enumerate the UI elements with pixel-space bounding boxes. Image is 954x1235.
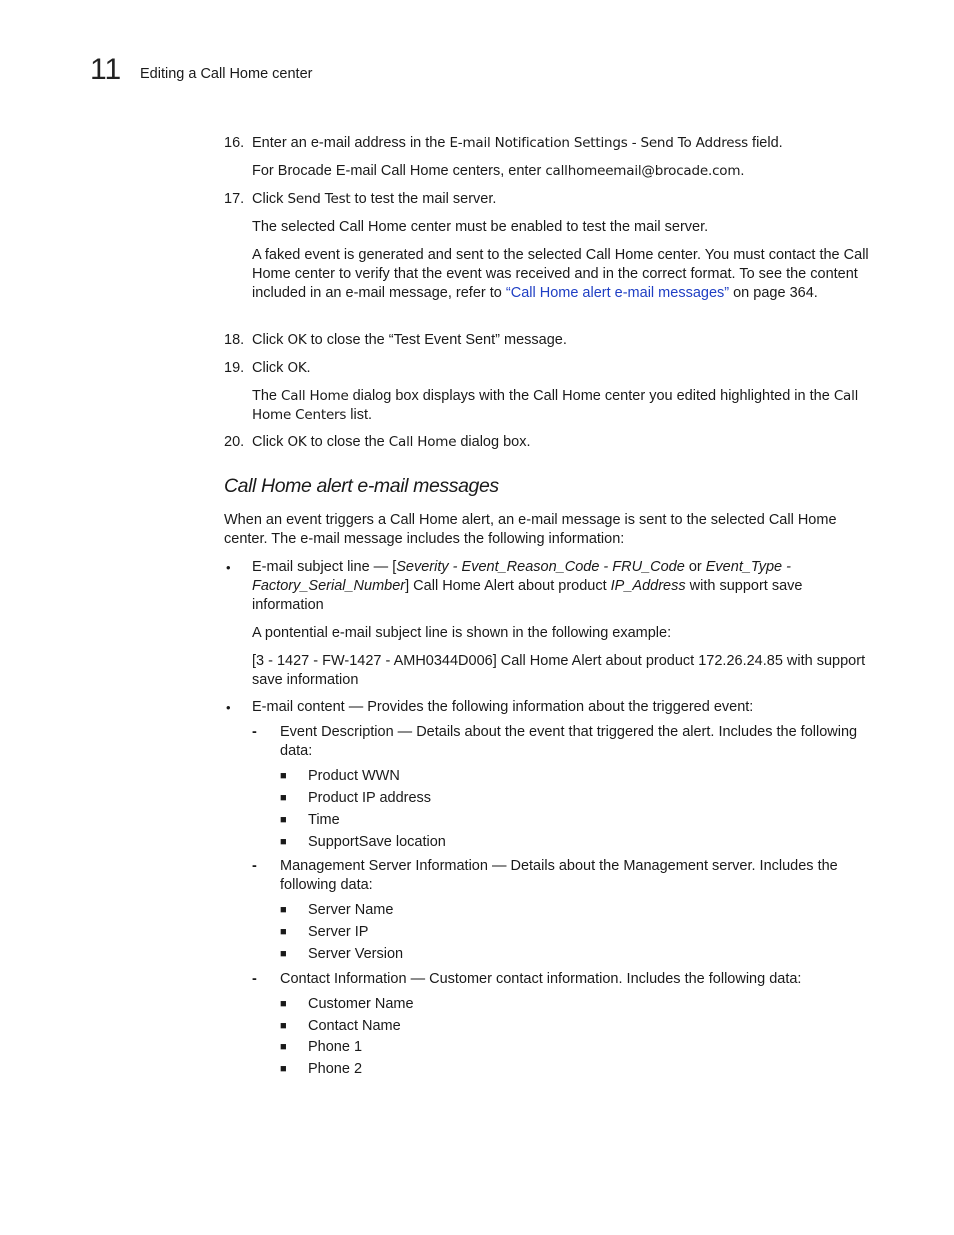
step-17-note-1: The selected Call Home center must be enabled to test the mail server. — [252, 219, 709, 235]
text: - — [448, 559, 462, 575]
step-17 — [224, 190, 870, 209]
bullet-note: A pontential e-mail subject line is shown in the following example: — [252, 625, 672, 641]
step-text: field. — [748, 135, 783, 151]
step-text: to test the mail server. — [350, 191, 497, 207]
step-number: 19. — [224, 360, 245, 376]
management-server-info: Management Server Information — Details about the Management server. Includes the following data: — [280, 858, 838, 893]
note-text: . — [740, 163, 745, 179]
step-19-note — [252, 387, 870, 425]
note-text: on page 364. — [729, 285, 818, 301]
ui-label: Call Home — [388, 434, 457, 450]
contact-information: Contact Information — Customer contact information. Includes the following data: — [280, 971, 802, 987]
ui-label: E-mail Notification Settings - Send To Address — [449, 135, 749, 151]
step-text: Click — [252, 434, 288, 450]
list-item: SupportSave location — [308, 834, 446, 850]
dash-icon: - — [252, 724, 257, 740]
ui-label: OK — [287, 332, 307, 348]
list-item: Server IP — [308, 924, 369, 940]
note-text: dialog box displays with the Call Home center you edited highlighted in the — [348, 388, 834, 404]
dash-icon: - — [252, 858, 257, 874]
note-text: For Brocade E-mail Call Home centers, enter — [252, 163, 546, 179]
step-20 — [224, 433, 870, 452]
square-bullet-icon: ■ — [280, 1063, 287, 1075]
step-text: Click — [252, 191, 288, 207]
bullet-icon: • — [226, 700, 231, 715]
variable: Factory_Serial_Number — [252, 578, 406, 594]
list-item: Server Version — [308, 946, 404, 962]
variable: IP_Address — [610, 578, 686, 594]
square-bullet-icon: ■ — [280, 792, 287, 804]
square-bullet-icon: ■ — [280, 926, 287, 938]
chapter-number: 11 — [90, 53, 122, 86]
step-text: . — [306, 360, 311, 376]
note-text: list. — [346, 407, 373, 423]
list-item: Phone 1 — [308, 1039, 363, 1055]
square-bullet-icon: ■ — [280, 904, 287, 916]
email-address: callhomeemail@brocade.com — [545, 163, 741, 179]
square-bullet-icon: ■ — [280, 836, 287, 848]
ui-label: Call Home — [281, 388, 349, 404]
list-item: Product WWN — [308, 768, 400, 784]
ui-label: Call Home Centers — [252, 388, 859, 423]
list-item: Customer Name — [308, 996, 414, 1012]
list-item: Contact Name — [308, 1018, 401, 1034]
section-intro: When an event triggers a Call Home alert, an e-mail message is sent to the selected Call Home center. The e-mail message includes the following information: — [224, 512, 837, 547]
ui-label: OK — [287, 434, 307, 450]
text: with support save information — [252, 578, 803, 613]
step-number: 18. — [224, 332, 245, 348]
step-number: 16. — [224, 135, 245, 151]
list-item: Phone 2 — [308, 1061, 363, 1077]
step-16-note — [252, 162, 870, 181]
step-17-note-2 — [252, 246, 870, 303]
square-bullet-icon: ■ — [280, 770, 287, 782]
step-text: Click — [252, 332, 288, 348]
list-item: Time — [308, 812, 340, 828]
text: or — [684, 559, 706, 575]
list-item: Product IP address — [308, 790, 432, 806]
subject-example: [3 - 1427 - FW-1427 - AMH0344D006] Call Home Alert about product 172.26.24.85 with support save information — [252, 653, 866, 688]
step-text: to close the “Test Event Sent” message. — [306, 332, 567, 348]
step-number: 20. — [224, 434, 245, 450]
text: - — [782, 559, 791, 575]
ui-label: OK — [287, 360, 307, 376]
cross-reference-link[interactable]: “Call Home alert e-mail messages” — [505, 285, 730, 301]
square-bullet-icon: ■ — [280, 948, 287, 960]
note-text: A faked event is generated and sent to the selected Call Home center. You must contact the Call Home center to verify that the event was received and in the correct format. To see the content included in an e-mail message, refer to — [252, 247, 869, 301]
list-item: Server Name — [308, 902, 394, 918]
note-text: The — [252, 388, 282, 404]
step-text: dialog box. — [456, 434, 531, 450]
variable: Event_Type — [705, 559, 783, 575]
step-19 — [224, 359, 870, 378]
bullet-subject-line — [252, 558, 870, 615]
text: E-mail subject line — [ — [252, 559, 397, 575]
square-bullet-icon: ■ — [280, 1020, 287, 1032]
bullet-email-content: E-mail content — Provides the following information about the triggered event: — [252, 699, 754, 715]
step-text: to close the — [306, 434, 389, 450]
ui-label: Send Test — [287, 191, 351, 207]
square-bullet-icon: ■ — [280, 814, 287, 826]
section-heading: Call Home alert e-mail messages — [224, 475, 499, 497]
variable: Severity — [396, 559, 449, 575]
variable: FRU_Code — [612, 559, 685, 575]
bullet-icon: • — [226, 560, 231, 575]
text: ] Call Home Alert about product — [405, 578, 611, 594]
square-bullet-icon: ■ — [280, 998, 287, 1010]
variable: Event_Reason_Code — [461, 559, 600, 575]
step-text: Enter an e-mail address in the — [252, 135, 450, 151]
dash-icon: - — [252, 971, 257, 987]
text: - — [599, 559, 613, 575]
step-18 — [224, 331, 870, 350]
step-number: 17. — [224, 191, 245, 207]
chapter-title: Editing a Call Home center — [140, 66, 313, 82]
step-text: Click — [252, 360, 288, 376]
square-bullet-icon: ■ — [280, 1041, 287, 1053]
event-description: Event Description — Details about the event that triggered the alert. Includes the following data: — [280, 724, 858, 759]
step-16 — [224, 134, 870, 153]
